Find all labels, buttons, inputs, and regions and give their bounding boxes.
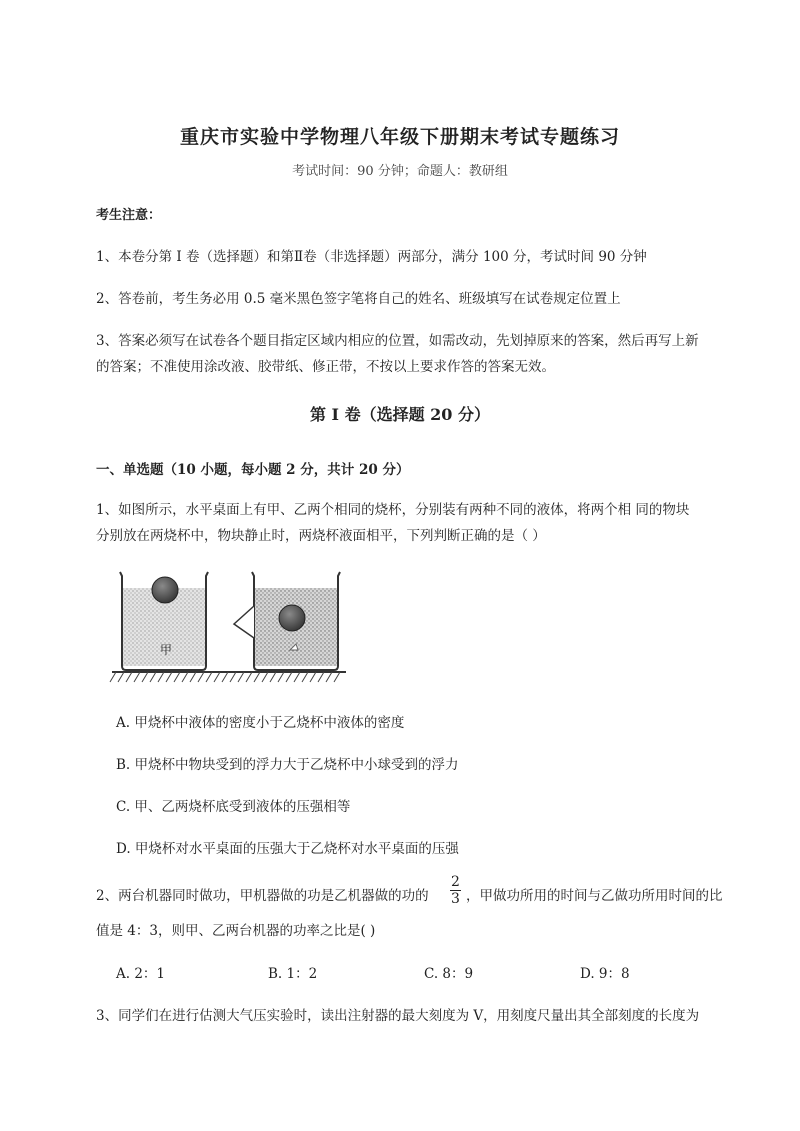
q2-option-b[interactable]: B. 1：2: [268, 966, 318, 982]
notice-item-3: 3、答案必须写在试卷各个题目指定区域内相应的位置，如需改动，先划掉原来的答案，然后再写上新: [96, 333, 699, 349]
table-hatch: [110, 672, 340, 682]
q2-option-d[interactable]: D. 9：8: [580, 966, 630, 982]
q2-option-a[interactable]: A. 2：1: [116, 966, 166, 982]
left-beaker-label: 甲: [160, 643, 173, 657]
q2-fraction-denominator: 3: [451, 891, 460, 907]
part-title: 一、单选题（10 小题，每小题 2 分，共计 20 分）: [96, 462, 410, 478]
page-title: 重庆市实验中学物理八年级下册期末考试专题练习: [179, 126, 620, 148]
q1-option-d[interactable]: D. 甲烧杯对水平桌面的压强大于乙烧杯对水平桌面的压强: [116, 841, 459, 857]
q1-stem-line2: 分别放在两烧杯中，物块静止时，两烧杯液面相平，下列判断正确的是（ ）: [96, 528, 546, 544]
q3-stem-line1: 3、同学们在进行估测大气压实验时，读出注射器的最大刻度为 V，用刻度尺量出其全部刻度的长度为: [96, 1008, 700, 1024]
q1-stem-line1: 1、如图所示，水平桌面上有甲、乙两个相同的烧杯，分别装有两种不同的液体，将两个相 同的物块: [96, 502, 690, 518]
right-block: [279, 605, 305, 631]
beakers-figure: [108, 566, 348, 688]
section-title: 第 I 卷（选择题 20 分）: [309, 405, 491, 424]
left-block: [152, 577, 178, 603]
q2-fraction: [450, 874, 461, 907]
page-subtitle: 考试时间：90 分钟；命题人：教研组: [292, 164, 508, 179]
q2-stem-line1b: ，甲做功所用的时间与乙做功所用时间的比: [466, 888, 723, 904]
notice-heading: 考生注意：: [96, 208, 162, 223]
q1-option-c[interactable]: C. 甲、乙两烧杯底受到液体的压强相等: [116, 799, 351, 815]
q2-fraction-numerator: 2: [451, 874, 460, 890]
q2-stem-line1a: 2、两台机器同时做功，甲机器做的功是乙机器做的功的: [96, 888, 429, 904]
q2-option-c[interactable]: C. 8：9: [424, 966, 474, 982]
notice-item-3-cont: 的答案；不准使用涂改液、胶带纸、修正带，不按以上要求作答的答案无效。: [96, 359, 555, 375]
notice-item-1: 1、本卷分第 I 卷（选择题）和第Ⅱ卷（非选择题）两部分，满分 100 分，考试时间 90 分钟: [96, 249, 647, 265]
right-spout: [234, 606, 254, 638]
notice-item-2: 2、答卷前，考生务必用 0.5 毫米黑色签字笔将自己的姓名、班级填写在试卷规定位置上: [96, 291, 621, 307]
q2-stem-line2: 值是 4：3，则甲、乙两台机器的功率之比是( ): [96, 923, 376, 939]
q1-option-a[interactable]: A. 甲烧杯中液体的密度小于乙烧杯中液体的密度: [116, 715, 405, 731]
q1-option-b[interactable]: B. 甲烧杯中物块受到的浮力大于乙烧杯中小球受到的浮力: [116, 757, 459, 773]
